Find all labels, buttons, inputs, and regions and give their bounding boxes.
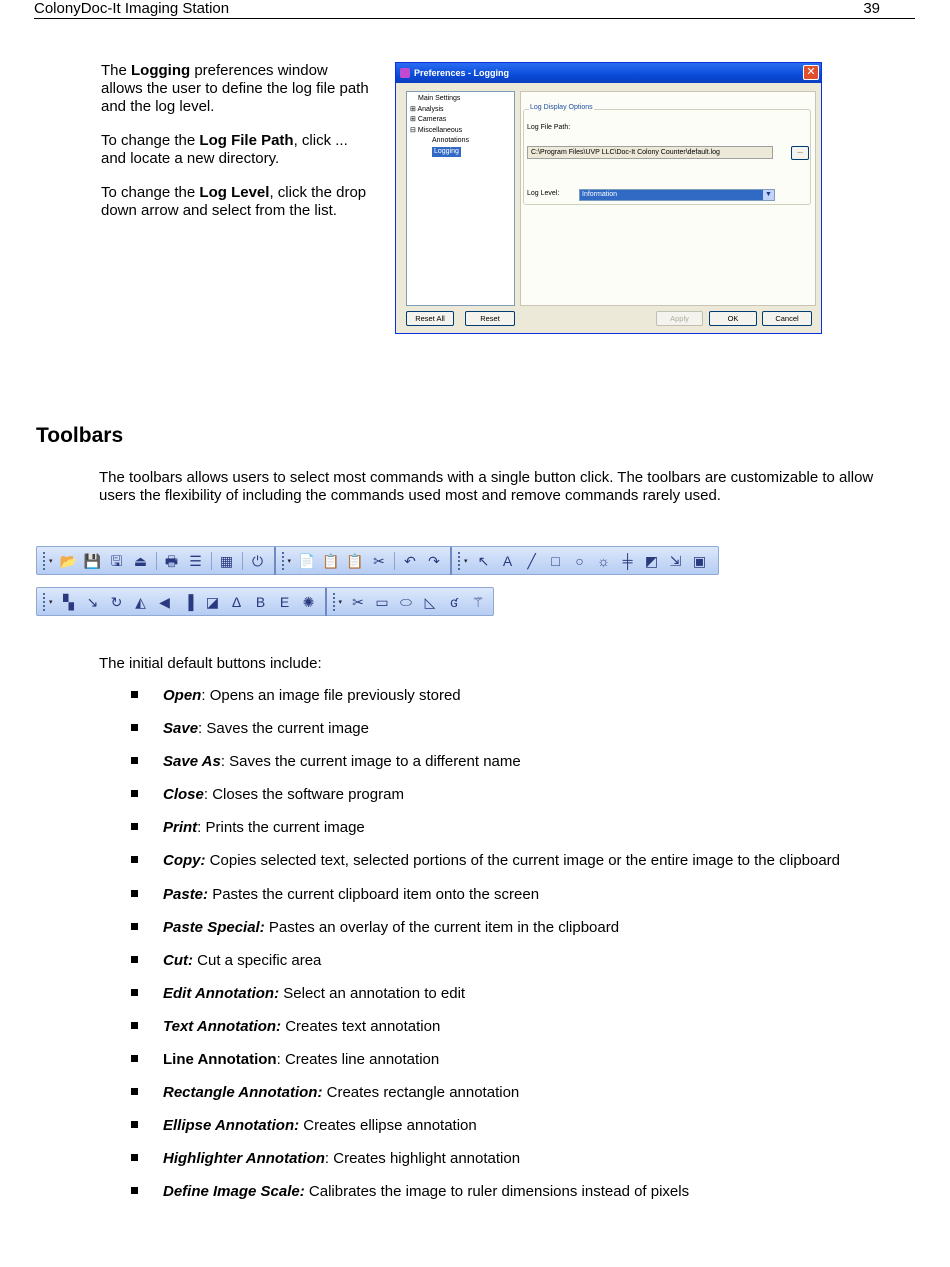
tree-item[interactable] [410, 147, 511, 158]
list-item-separator: : [197, 819, 206, 837]
freehand-select-icon[interactable]: ʛ [450, 593, 458, 610]
polygon-select-icon[interactable]: ◺ [424, 593, 436, 610]
wand-icon[interactable]: ↘ [86, 593, 99, 610]
b-icon[interactable]: B [255, 593, 266, 610]
flip-icon[interactable]: ◭ [135, 593, 146, 610]
list-item-separator: : [276, 1051, 285, 1069]
list-item-description: Saves the current image [206, 720, 369, 738]
list-item-description: Saves the current image to a different name [229, 753, 521, 771]
toolbar-grip[interactable] [43, 593, 47, 611]
toolbar-grip[interactable] [458, 552, 462, 570]
apply-button[interactable]: Apply [656, 311, 703, 326]
list-item [131, 752, 921, 785]
list-item [131, 818, 921, 851]
log-file-path-label: Log File Path: [527, 124, 571, 131]
pointer-icon[interactable]: ↖ [477, 552, 490, 569]
close-icon[interactable]: ✕ [803, 65, 819, 80]
toolbar-grip[interactable] [282, 552, 286, 570]
chevron-down-icon[interactable]: ▼ [763, 190, 774, 200]
list-item-description: Creates highlight annotation [333, 1150, 521, 1168]
list-item-term: Edit Annotation: [163, 984, 280, 1002]
list-item [131, 851, 921, 884]
list-item-description: Creates line annotation [284, 1051, 440, 1069]
tree-item-label: Analysis [417, 105, 444, 113]
palette-icon[interactable]: ▚ [63, 593, 74, 610]
bold-text: Logging [131, 62, 191, 79]
print-icon[interactable]: 🖶 [164, 552, 179, 569]
page-header [34, 0, 915, 19]
list-item-term: Paste: [163, 885, 209, 903]
list-item-separator: : [201, 687, 210, 704]
toolbar-divider [325, 588, 327, 616]
app-icon [400, 68, 410, 78]
save-as-icon[interactable]: 🖫 [110, 552, 123, 569]
document-title: ColonyDoc-It Imaging Station [34, 0, 230, 17]
group-label: Log Display Options [530, 104, 593, 111]
ellipse-select-icon[interactable]: ⬭ [400, 593, 413, 610]
list-item [131, 1116, 921, 1149]
toolbar-grip[interactable] [333, 593, 337, 611]
highlighter-icon[interactable]: ◩ [644, 552, 659, 569]
text: , click the drop down arrow and select from the list. [101, 184, 367, 219]
power-icon[interactable]: ⏻ [251, 552, 264, 569]
cut-icon[interactable]: ✂ [352, 593, 364, 610]
list-item-description: Creates ellipse annotation [303, 1117, 477, 1135]
list-item-term: Paste Special: [163, 918, 265, 936]
toolbar-options-icon[interactable]: ▾ [49, 557, 53, 565]
tree-item[interactable] [410, 94, 511, 105]
export-icon[interactable]: ▣ [692, 552, 707, 569]
ruler-icon[interactable]: ╪ [622, 552, 633, 569]
tree-item-label: Miscellaneous [417, 126, 463, 134]
toolbar-options-icon[interactable]: ▾ [464, 557, 468, 565]
list-item [131, 1017, 921, 1050]
list-item [131, 1050, 921, 1083]
list-item-description: Closes the software program [212, 786, 404, 804]
edit-icon[interactable]: ◪ [205, 593, 220, 610]
toolbar-divider [274, 547, 276, 575]
list-item-description: Copies selected text, selected portions of the current image or the entire image to the clipboard [209, 852, 841, 870]
list-item-description: Pastes an overlay of the current item in the clipboard [268, 918, 620, 936]
list-item [131, 719, 921, 752]
tree-item-label: Logging [432, 147, 461, 158]
list-item-term: Open [163, 687, 202, 704]
list-item-description: Calibrates the image to ruler dimensions instead of pixels [308, 1183, 690, 1201]
colony-icon[interactable]: ✺ [302, 593, 315, 610]
close-icon[interactable]: ⏏ [133, 552, 148, 569]
list-item-description: Cut a specific area [197, 951, 322, 969]
tree-item-label: Cameras [417, 116, 447, 123]
reset-all-button[interactable]: Reset All [406, 311, 454, 326]
list-item [131, 984, 921, 1017]
list-intro: The initial default buttons include: [99, 655, 322, 672]
print-preview-icon[interactable]: ☰ [189, 552, 202, 569]
tree-expander[interactable]: ⊞ [410, 116, 418, 123]
text: , click ... and locate a new directory. [101, 132, 348, 167]
toolbar-separator [242, 552, 243, 570]
line-icon[interactable]: ╱ [527, 552, 536, 569]
tree-item-label: Annotations [432, 137, 469, 144]
e-icon[interactable]: E [279, 593, 290, 610]
text: To change the [101, 184, 200, 201]
list-item-description: Creates rectangle annotation [326, 1084, 520, 1102]
section-title: Toolbars [36, 424, 124, 447]
page-number: 39 [863, 0, 880, 17]
tree-item[interactable] [410, 136, 511, 147]
copy-image-icon[interactable]: 📋 [322, 552, 340, 569]
text: preferences window allows the user to define the log file path and the log level. [101, 62, 369, 115]
list-item-term: Save [163, 720, 199, 738]
text-icon[interactable]: A [502, 552, 513, 569]
intro-paragraph [101, 184, 371, 220]
list-item-separator: : [220, 753, 230, 771]
browse-button[interactable]: ... [791, 146, 809, 160]
list-item-description: Pastes the current clipboard item onto the screen [212, 885, 540, 903]
delta-icon[interactable]: Δ [231, 593, 242, 610]
default-buttons-list [131, 686, 921, 1216]
main-toolbar [36, 546, 719, 575]
toolbar-separator [394, 552, 395, 570]
list-item-term: Rectangle Annotation: [163, 1084, 323, 1102]
intro-paragraph [101, 132, 371, 168]
list-item-term: Line Annotation [163, 1051, 277, 1069]
paste-icon[interactable]: 📋 [346, 552, 364, 569]
paste-special-icon[interactable]: ✂ [373, 552, 385, 569]
list-item-description: Creates text annotation [285, 1017, 441, 1035]
redo-icon[interactable]: ↷ [428, 552, 440, 569]
undo-icon[interactable]: ↶ [404, 552, 416, 569]
toolbar-separator [211, 552, 212, 570]
save-icon[interactable]: 💾 [83, 552, 102, 569]
list-item-separator: : [203, 786, 213, 804]
list-item-description: Select an annotation to edit [283, 984, 466, 1002]
list-item-term: Print [163, 819, 198, 837]
list-item-description: Prints the current image [205, 819, 365, 837]
tree-item[interactable] [410, 126, 511, 137]
list-item-description: Opens an image file previously stored [209, 687, 461, 704]
settings-tree [406, 91, 515, 306]
toolbar-grip[interactable] [43, 552, 47, 570]
image-toolbar [36, 587, 494, 616]
ok-button[interactable]: OK [709, 311, 757, 326]
magic-wand-icon[interactable]: ⚚ [471, 593, 485, 610]
cancel-button[interactable]: Cancel [762, 311, 812, 326]
invert-icon[interactable]: ▐ [183, 593, 194, 610]
copy-icon[interactable]: 📄 [298, 552, 316, 569]
list-item-term: Define Image Scale: [163, 1183, 305, 1201]
log-level-label: Log Level: [527, 190, 560, 197]
window-title: Preferences - Logging [414, 68, 510, 78]
tree-expander[interactable]: ⊞ [410, 105, 418, 113]
list-item-term: Save As [163, 753, 221, 771]
scale-icon[interactable]: ⇲ [669, 552, 682, 569]
image-icon[interactable]: ▦ [219, 552, 234, 569]
log-level-value: Information [582, 191, 618, 198]
text: The [101, 62, 132, 79]
log-file-path-field[interactable]: C:\Program Files\UVP LLC\Doc-It Colony Counter\default.log [527, 146, 773, 159]
toolbar-options-icon[interactable]: ▾ [49, 598, 53, 606]
toolbar-options-icon[interactable]: ▾ [287, 557, 292, 565]
list-item [131, 785, 921, 818]
tree-item[interactable] [410, 115, 511, 126]
list-item [131, 1149, 921, 1182]
window-titlebar [396, 63, 821, 83]
list-item-separator: : [198, 720, 207, 738]
list-item-term: Highlighter Annotation [163, 1150, 325, 1168]
open-icon[interactable]: 📂 [59, 552, 78, 569]
brightness-icon[interactable]: ☼ [597, 552, 610, 569]
log-level-select[interactable] [579, 189, 775, 201]
mirror-icon[interactable]: ◀ [159, 593, 170, 610]
section-body: The toolbars allows users to select most commands with a single button click. The toolbars are customizable to allow users the flexibility of including the commands used most and remove commands rarely used. [99, 469, 874, 504]
logging-description [101, 62, 371, 236]
intro-paragraph [101, 62, 371, 116]
list-item [131, 918, 921, 951]
rect-select-icon[interactable]: ▭ [375, 593, 389, 610]
list-item [131, 1182, 921, 1215]
toolbar-divider [450, 547, 452, 575]
tree-expander[interactable]: ⊟ [410, 126, 418, 134]
bold-text: Log File Path [199, 132, 294, 149]
list-item-term: Ellipse Annotation: [163, 1117, 300, 1135]
bold-text: Log Level [199, 184, 270, 201]
list-item [131, 1083, 921, 1116]
preferences-window [395, 62, 822, 334]
logging-panel [520, 91, 816, 306]
rectangle-icon[interactable]: □ [551, 552, 560, 569]
list-item [131, 951, 921, 984]
toolbar-separator [156, 552, 157, 570]
rotate-icon[interactable]: ↻ [110, 593, 123, 610]
ellipse-icon[interactable]: ○ [575, 552, 584, 569]
list-item [131, 885, 921, 918]
list-item-term: Cut: [163, 951, 193, 969]
tree-item[interactable] [410, 105, 511, 116]
list-item-term: Text Annotation: [163, 1017, 282, 1035]
list-item-term: Close [163, 786, 204, 804]
reset-button[interactable]: Reset [465, 311, 515, 326]
list-item-separator: : [324, 1150, 334, 1168]
text: To change the [101, 132, 200, 149]
list-item-term: Copy: [163, 852, 206, 870]
toolbar-options-icon[interactable]: ▾ [338, 598, 343, 606]
tree-item-label: Main Settings [418, 95, 461, 102]
list-item [131, 686, 921, 719]
